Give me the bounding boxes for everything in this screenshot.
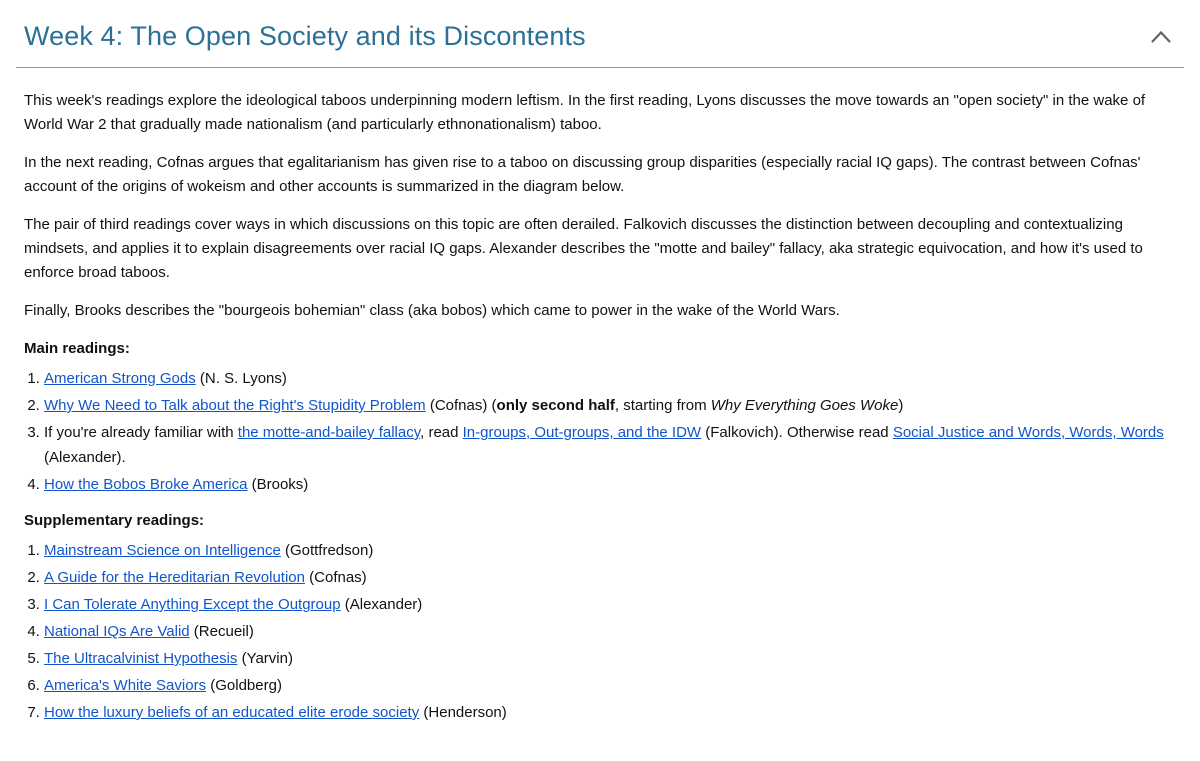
reading-item [44, 619, 1176, 644]
reading-item [44, 700, 1176, 725]
reading-text: (Recueil) [189, 623, 254, 640]
reading-link[interactable]: A Guide for the Hereditarian Revolution [44, 569, 305, 586]
reading-text: (N. S. Lyons) [195, 370, 287, 387]
module-header [0, 0, 1200, 52]
reading-item [44, 673, 1176, 698]
reading-item [44, 565, 1176, 590]
intro-paragraph: In the next reading, Cofnas argues that egalitarianism has given rise to a taboo on discussing group disparities (especially racial IQ gaps). The contrast between Cofnas' account of the origins of wokeism and other accounts is summarized in the diagram below. [24, 154, 1141, 195]
reading-link[interactable]: In-groups, Out-groups, and the IDW [462, 424, 702, 441]
reading-list [24, 538, 1176, 725]
reading-item [44, 366, 1176, 391]
page-title: Week 4: The Open Society and its Discontents [24, 21, 586, 51]
chevron-up-icon [1150, 29, 1172, 44]
section-heading: Main readings: [24, 340, 130, 357]
reading-item [44, 592, 1176, 617]
reading-link[interactable]: America's White Saviors [44, 677, 207, 694]
reading-link[interactable]: Why We Need to Talk about the Right's Stupidity Problem [44, 397, 426, 414]
italic-text: Why Everything Goes Woke [710, 397, 899, 414]
reading-link[interactable]: National IQs Are Valid [44, 623, 190, 640]
reading-text: (Gottfredson) [280, 542, 374, 559]
reading-text: (Falkovich). Otherwise read [701, 424, 893, 441]
bold-text: only second half [496, 397, 615, 414]
reading-text: ) [898, 397, 904, 414]
reading-text: (Yarvin) [237, 650, 293, 667]
reading-text: (Goldberg) [206, 677, 282, 694]
intro-paragraph: This week's readings explore the ideological taboos underpinning modern leftism. In the first reading, Lyons discusses the move towards an "open society" in the wake of World War 2 that gradually made nationalism (and particularly ethnonationalism) taboo. [24, 92, 1146, 133]
reading-text: (Alexander). [44, 449, 126, 466]
reading-item [44, 420, 1176, 470]
reading-text: (Cofnas) [304, 569, 367, 586]
reading-link[interactable]: How the luxury beliefs of an educated elite erode society [44, 704, 420, 721]
reading-text: , starting from [614, 397, 711, 414]
reading-link[interactable]: American Strong Gods [44, 370, 196, 387]
module-content [0, 68, 1200, 761]
reading-text: (Brooks) [247, 476, 309, 493]
reading-link[interactable]: Mainstream Science on Intelligence [44, 542, 281, 559]
reading-link[interactable]: How the Bobos Broke America [44, 476, 248, 493]
reading-text: (Cofnas) ( [425, 397, 497, 414]
reading-item [44, 472, 1176, 497]
reading-item [44, 393, 1176, 418]
reading-text: If you're already familiar with [44, 424, 238, 441]
reading-link[interactable]: The Ultracalvinist Hypothesis [44, 650, 238, 667]
reading-text: , read [420, 424, 463, 441]
reading-item [44, 646, 1176, 671]
section-heading: Supplementary readings: [24, 512, 205, 529]
reading-text: (Alexander) [340, 596, 423, 613]
reading-link[interactable]: the motte-and-bailey fallacy [237, 424, 421, 441]
reading-link[interactable]: Social Justice and Words, Words, Words [892, 424, 1164, 441]
reading-text: (Henderson) [419, 704, 507, 721]
collapse-toggle-button[interactable] [1148, 27, 1174, 46]
reading-list [24, 366, 1176, 497]
intro-paragraph: The pair of third readings cover ways in which discussions on this topic are often derailed. Falkovich discusses the distinction between decoupling and contextualizing mindsets, and applies it to explain disagreements over racial IQ gaps. Alexander describes the "motte and bailey" fallacy, aka strategic equivocation, and how it's used to enforce broad taboos. [24, 216, 1143, 281]
reading-item [44, 538, 1176, 563]
intro-paragraph: Finally, Brooks describes the "bourgeois bohemian" class (aka bobos) which came to power in the wake of the World Wars. [24, 302, 840, 319]
reading-link[interactable]: I Can Tolerate Anything Except the Outgroup [44, 596, 341, 613]
